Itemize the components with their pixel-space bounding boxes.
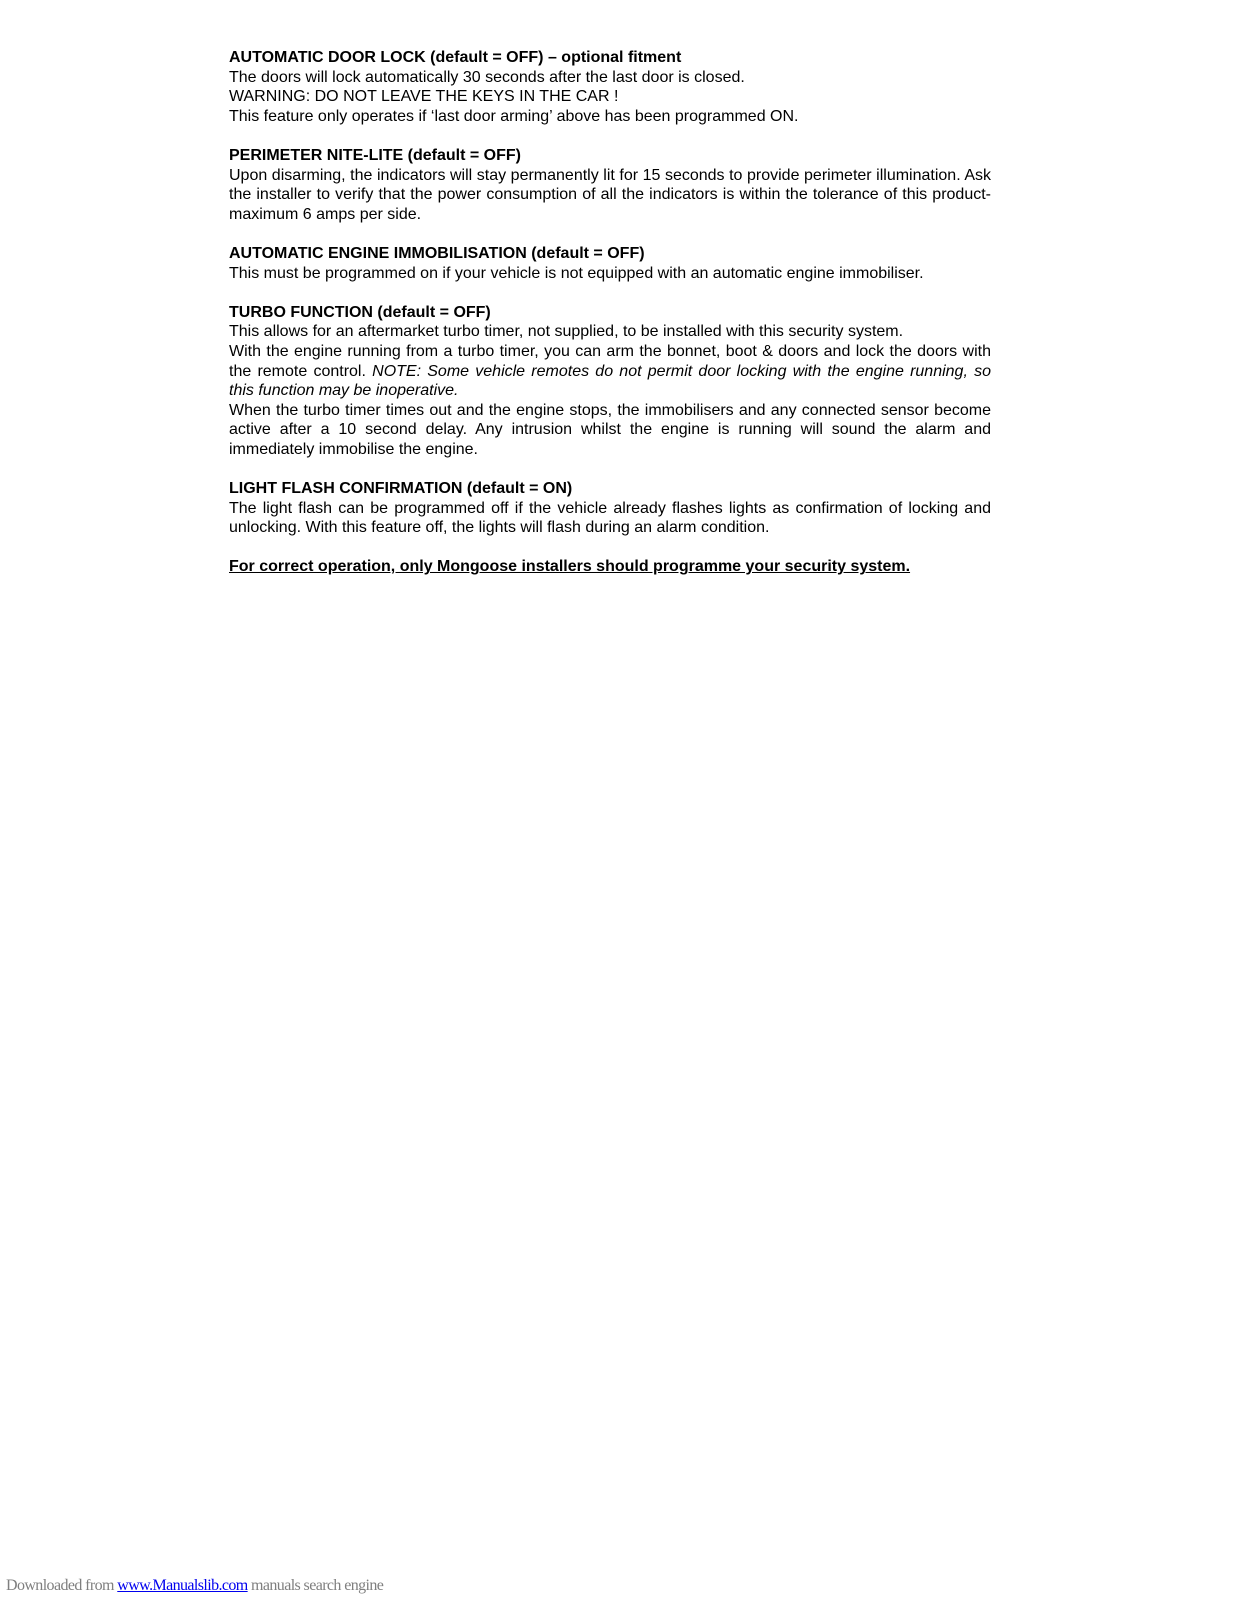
section-engine-immobilisation (229, 244, 991, 283)
warning-line: WARNING: DO NOT LEAVE THE KEYS IN THE CAR ! (229, 88, 619, 106)
footer-suffix: manuals search engine (247, 1577, 384, 1594)
body-line: This feature only operates if ‘last door arming’ above has been programmed ON. (229, 107, 799, 125)
section-turbo-function (229, 303, 991, 460)
download-footer (6, 1577, 383, 1595)
body-paragraph (229, 342, 991, 401)
manualslib-link[interactable]: www.Manualslib.com (117, 1577, 248, 1594)
body-paragraph: When the turbo timer times out and the engine stops, the immobilisers and any connected sensor become active after a 10 second delay. Any intrusion whilst the engine is running will sound the alarm and immediately immobilise the engine. (229, 401, 991, 458)
section-light-flash-confirmation (229, 479, 991, 538)
section-heading: AUTOMATIC ENGINE IMMOBILISATION (default = OFF) (229, 244, 645, 262)
closing-notice: For correct operation, only Mongoose installers should programme your security system. (229, 558, 911, 576)
body-paragraph: This allows for an aftermarket turbo timer, not supplied, to be installed with this security system. (229, 323, 904, 341)
note-text: NOTE: Some vehicle remotes do not permit door locking with the engine running, so this function may be inoperative. (229, 362, 992, 400)
body-line: The doors will lock automatically 30 seconds after the last door is closed. (229, 68, 745, 86)
section-heading: TURBO FUNCTION (default = OFF) (229, 303, 491, 321)
body-paragraph: This must be programmed on if your vehicle is not equipped with an automatic engine immobiliser. (229, 264, 924, 282)
footer-prefix: Downloaded from (6, 1577, 118, 1594)
section-perimeter-nite-lite (229, 146, 991, 224)
manual-page-body (229, 48, 991, 577)
section-heading: LIGHT FLASH CONFIRMATION (default = ON) (229, 480, 573, 498)
body-text: With the engine running from a turbo timer, you can arm the bonnet, boot & doors and lock the doors with the remote control. (229, 342, 991, 380)
section-heading: AUTOMATIC DOOR LOCK (default = OFF) – optional fitment (229, 49, 682, 66)
section-heading: PERIMETER NITE-LITE (default = OFF) (229, 146, 521, 164)
section-automatic-door-lock (229, 48, 991, 126)
body-paragraph: The light flash can be programmed off if the vehicle already flashes lights as confirmation of locking and unlocking. With this feature off, the lights will flash during an alarm condition. (229, 499, 991, 537)
body-paragraph: Upon disarming, the indicators will stay permanently lit for 15 seconds to provide perimeter illumination. Ask the installer to verify that the power consumption of all the indicators is within the tolerance of this product- maximum 6 amps per side. (229, 166, 991, 223)
